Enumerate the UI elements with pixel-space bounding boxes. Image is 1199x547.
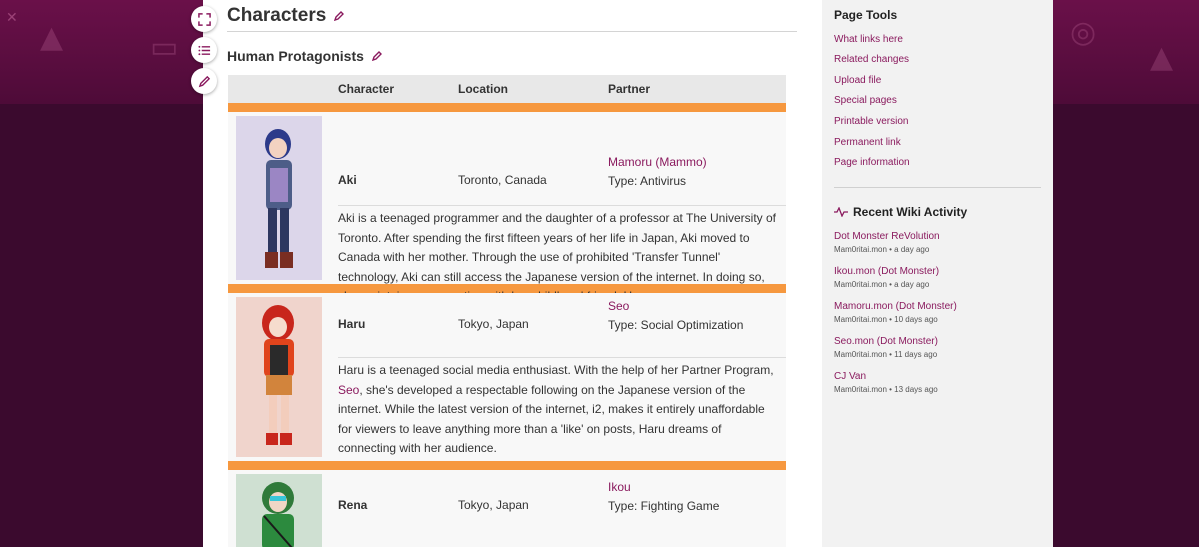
description-partner-link[interactable]: Seo [338,382,360,397]
page-tools-link[interactable]: Printable version [834,116,909,127]
activity-item [834,336,1044,359]
activity-user[interactable]: Mam0ritai.mon [834,315,887,324]
character-portrait [236,116,322,280]
partner-type: Type: Antivirus [608,174,687,188]
description-text: Haru is a teenaged social media enthusiast. With the help of her Partner Program, [338,363,774,377]
right-sidebar [822,0,1053,547]
page-title-text: Characters [227,5,327,26]
section-heading-text: Human Protagonists [227,48,364,64]
table-row [228,470,786,547]
activity-pulse-icon [834,207,848,217]
character-name: Haru [338,317,366,331]
activity-time: 11 days ago [894,350,938,359]
activity-time: a day ago [894,280,930,289]
edit-section-pencil-icon[interactable] [372,48,382,64]
activity-meta: Mam0ritai.mon • 11 days ago [834,350,938,359]
partner-type: Type: Social Optimization [608,318,744,332]
column-header-partner: Partner [608,82,651,96]
row-divider [338,205,786,206]
activity-meta: Mam0ritai.mon • a day ago [834,280,930,289]
recent-activity-heading-text: Recent Wiki Activity [853,205,968,219]
pencil-icon [198,75,211,88]
activity-time: 13 days ago [894,385,938,394]
partner-type: Type: Fighting Game [608,499,720,513]
page-tools-heading: Page Tools [834,8,898,22]
activity-time: a day ago [894,245,930,254]
shark-decoration-icon: ▲ [40,20,64,55]
character-name: Aki [338,173,357,187]
activity-title-link[interactable]: Ikou.mon (Dot Monster) [834,266,940,277]
page-tools-link[interactable]: Related changes [834,54,910,65]
activity-time: 10 days ago [894,315,938,324]
character-location: Tokyo, Japan [458,498,529,512]
section-heading [227,48,382,64]
character-description [338,361,778,459]
character-portrait [236,474,322,547]
wolf-decoration-icon: ▲ [1150,40,1174,75]
page-tools-link[interactable]: Page information [834,157,910,168]
sidebar-divider [834,187,1041,188]
fullscreen-button[interactable] [191,6,217,32]
page-title [227,5,344,27]
row-divider [338,357,786,358]
activity-item [834,266,1044,289]
activity-item [834,301,1044,324]
activity-title-link[interactable]: Mamoru.mon (Dot Monster) [834,301,957,312]
edit-section-pencil-icon[interactable] [334,5,344,27]
recent-activity-heading [834,205,967,219]
character-location: Tokyo, Japan [458,317,529,331]
activity-item [834,371,1044,394]
activity-title-link[interactable]: Dot Monster ReVolution [834,231,940,242]
character-portrait [236,297,322,457]
character-location: Toronto, Canada [458,173,547,187]
description-text: , she's developed a respectable following on the Japanese version of the internet. While the latest version of the internet, i2, makes it entirely unaffordable for viewers to leave anything more than a 'like' on posts, Haru dreams of connecting with her audience. [338,382,765,455]
activity-user[interactable]: Mam0ritai.mon [834,280,887,289]
page-side-tools [191,6,217,99]
row-separator [228,461,786,470]
page-tools-link[interactable]: Permanent link [834,137,901,148]
activity-title-link[interactable]: CJ Van [834,371,867,382]
column-header-location: Location [458,82,508,96]
expand-icon [198,13,211,26]
character-partner [608,478,719,516]
table-row [228,112,786,284]
partner-link[interactable]: Seo [608,299,630,313]
table-of-contents-button[interactable] [191,37,217,63]
activity-meta: Mam0ritai.mon • 13 days ago [834,385,938,394]
page-tools-link[interactable]: What links here [834,34,903,45]
activity-user[interactable]: Mam0ritai.mon [834,385,887,394]
title-divider [227,31,797,32]
activity-user[interactable]: Mam0ritai.mon [834,350,887,359]
table-row [228,293,786,461]
activity-title-link[interactable]: Seo.mon (Dot Monster) [834,336,938,347]
character-name: Rena [338,498,368,512]
character-description: Aki is a teenaged programmer and the daughter of a professor at The University of Toronto. After spending the first fifteen years of her life in Japan, Aki moved to Canada with her mother. Through the use of prohibited 'Transfer Tunnel' technology, Aki can still access the Japanese version of the internet. In doing so, [338,211,777,284]
page-tools-link[interactable]: Upload file [834,75,882,86]
gamepad-decoration-icon: ◎ [1070,15,1097,50]
close-icon[interactable]: ✕ [6,10,18,26]
table-header-row [228,75,786,103]
activity-meta: Mam0ritai.mon • a day ago [834,245,930,254]
character-table [228,75,786,547]
activity-user[interactable]: Mam0ritai.mon [834,245,887,254]
character-partner [608,297,743,335]
character-partner [608,153,707,191]
partner-link[interactable]: Ikou [608,480,631,494]
activity-item [834,231,1044,254]
cassette-decoration-icon: ▭ [150,30,179,65]
page-tools-link[interactable]: Special pages [834,95,897,106]
column-header-character: Character [338,82,395,96]
row-separator [228,103,786,112]
activity-meta: Mam0ritai.mon • 10 days ago [834,315,938,324]
list-icon [198,44,211,57]
partner-link[interactable]: Mamoru (Mammo) [608,155,707,169]
edit-page-button[interactable] [191,68,217,94]
